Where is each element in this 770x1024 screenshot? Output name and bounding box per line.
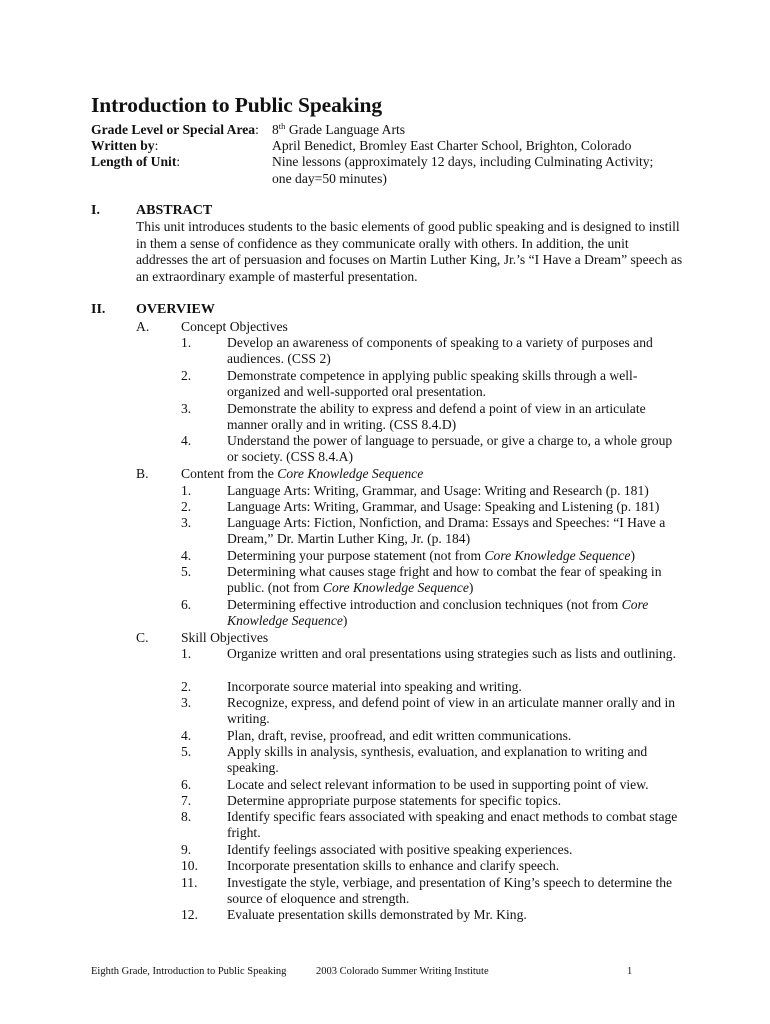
page-number: 1 xyxy=(627,966,633,977)
list-item-number: 2. xyxy=(181,499,192,514)
list-item-number: 6. xyxy=(181,597,192,612)
subsection-title-concept-objectives: Concept Objectives xyxy=(181,319,288,334)
list-item: Develop an awareness of components of speaking to a variety of purposes and audiences. (CSS 2) xyxy=(227,335,653,367)
list-item: Locate and select relevant information to be used in supporting point of view. xyxy=(227,777,649,792)
list-item: Incorporate presentation skills to enhance and clarify speech. xyxy=(227,858,560,873)
subsection-letter: C. xyxy=(136,630,149,645)
abstract-paragraph: This unit introduces students to the basic elements of good public speaking and is designed to instill in them a sense of confidence as they communicate orally with others. In addition, the unit addresses the art of persuasion and focuses on Martin Luther King, Jr.’s “I Have a Dream” speech as an extraordinary example of masterful presentation. xyxy=(136,219,683,284)
footer-left: Eighth Grade, Introduction to Public Speaking xyxy=(91,966,287,977)
list-item-number: 12. xyxy=(181,907,198,922)
list-item: Demonstrate the ability to express and defend a point of view in an articulate manner orally and in writing. (CSS 8.4.D) xyxy=(227,401,646,433)
list-item-number: 2. xyxy=(181,368,192,383)
list-item: Determining effective introduction and conclusion techniques (not from Core Knowledge Sequence) xyxy=(227,597,649,629)
list-item-number: 1. xyxy=(181,646,192,661)
section-heading-abstract: ABSTRACT xyxy=(136,203,213,218)
meta-value: April Benedict, Bromley East Charter School, Brighton, Colorado xyxy=(272,138,632,153)
list-item: Organize written and oral presentations using strategies such as lists and outlining. xyxy=(227,646,677,661)
subsection-letter: A. xyxy=(136,319,150,334)
subsection-title-skill-objectives: Skill Objectives xyxy=(181,630,269,645)
list-item-number: 8. xyxy=(181,809,192,824)
footer-center: 2003 Colorado Summer Writing Institute xyxy=(316,966,489,977)
document-title: Introduction to Public Speaking xyxy=(91,93,383,117)
subsection-title-content: Content from the Core Knowledge Sequence xyxy=(181,466,424,481)
list-item-number: 9. xyxy=(181,842,192,857)
section-number: II. xyxy=(91,302,106,317)
list-item: Language Arts: Writing, Grammar, and Usage: Speaking and Listening (p. 181) xyxy=(227,499,660,514)
list-item-number: 7. xyxy=(181,793,192,808)
list-item: Determining what causes stage fright and how to combat the fear of speaking in public. (not from Core Knowledge Sequence) xyxy=(227,564,662,596)
list-item-number: 1. xyxy=(181,335,192,350)
list-item-number: 6. xyxy=(181,777,192,792)
list-item: Understand the power of language to persuade, or give a charge to, a whole group or society. (CSS 8.4.A) xyxy=(227,433,673,465)
list-item-number: 3. xyxy=(181,695,192,710)
section-heading-overview: OVERVIEW xyxy=(136,302,215,317)
list-item: Identify specific fears associated with speaking and enact methods to combat stage fright. xyxy=(227,809,678,841)
list-item-number: 4. xyxy=(181,728,192,743)
subsection-letter: B. xyxy=(136,466,149,481)
list-item-number: 4. xyxy=(181,548,192,563)
list-item: Apply skills in analysis, synthesis, evaluation, and explanation to writing and speaking. xyxy=(227,744,648,776)
list-item-number: 1. xyxy=(181,483,192,498)
list-item: Determining your purpose statement (not from Core Knowledge Sequence) xyxy=(227,548,635,563)
meta-value: 8th Grade Language Arts xyxy=(272,121,406,137)
list-item-number: 5. xyxy=(181,564,192,579)
list-item: Investigate the style, verbiage, and presentation of King’s speech to determine the source of eloquence and strength. xyxy=(227,875,673,907)
list-item: Evaluate presentation skills demonstrated by Mr. King. xyxy=(227,907,527,922)
meta-label: Length of Unit xyxy=(91,154,177,169)
meta-label: Written by xyxy=(91,138,155,153)
list-item: Language Arts: Fiction, Nonfiction, and Drama: Essays and Speeches: “I Have a Dream,” Dr. Martin Luther King, Jr. (p. 184) xyxy=(227,515,666,547)
list-item: Identify feelings associated with positive speaking experiences. xyxy=(227,842,573,857)
meta-value: Nine lessons (approximately 12 days, including Culminating Activity; one day=50 minutes) xyxy=(272,154,654,186)
list-item-number: 11. xyxy=(181,875,198,890)
list-item-number: 5. xyxy=(181,744,192,759)
list-item-number: 4. xyxy=(181,433,192,448)
list-item: Recognize, express, and defend point of view in an articulate manner orally and in writing. xyxy=(227,695,676,727)
list-item: Incorporate source material into speaking and writing. xyxy=(227,679,522,694)
section-number: I. xyxy=(91,203,100,218)
list-item: Plan, draft, revise, proofread, and edit written communications. xyxy=(227,728,572,743)
list-item-number: 3. xyxy=(181,401,192,416)
list-item-number: 3. xyxy=(181,515,192,530)
list-item: Determine appropriate purpose statements for specific topics. xyxy=(227,793,562,808)
meta-label: Grade Level or Special Area xyxy=(91,122,256,137)
list-item: Language Arts: Writing, Grammar, and Usage: Writing and Research (p. 181) xyxy=(227,483,649,498)
list-item: Demonstrate competence in applying public speaking skills through a well-organized and well-supported oral presentation. xyxy=(227,368,638,400)
list-item-number: 10. xyxy=(181,858,198,873)
document-page: Introduction to Public Speaking Grade Level or Special Area: 8th Grade Language Arts Written by: April Benedict, Bromley East Charter School, Brighton, Colorado Length of Unit: Nine lessons (approximately 12 days, including Culminating Activity; one day=50 minutes) I. ABSTRACT This unit introduces students to the basic elements of good public speaking and is designed to instill in them a sense of confidence as they communicate orally with others. In addition, the unit addresses the art of persuasion and focuses on Martin Luther King, Jr.’s “I Have a Dream” speech as an extraordinary example of masterful presentation. II. OVERVIEW A. Concept Objectives 1. Develop an awareness of components of speaking to a variety of purposes and audiences. (CSS 2) 2. Demonstrate competence in applying public speaking skills through a well-organized and well-supported oral presentation. 3. Demonstrate the ability to express and defend a point of view in an articulate manner orally and in writing. (CSS 8.4.D) 4. Understand the power of language to persuade, or give a charge to, a whole group or society. (CSS 8.4.A) B. Content from the Core Knowledge Sequence 1. Language Arts: Writing, Grammar, and Usage: Writing and Research (p. 181) 2. Language Arts: Writing, Grammar, and Usage: Speaking and Listening (p. 181) 3. Language Arts: Fiction, Nonfiction, and Drama: Essays and Speeches: “I Have a Dream,” Dr. Martin Luther King, Jr. (p. 184) 4. Determining your purpose statement (not from Core Knowledge Sequence) 5. Determining what causes stage fright and how to combat the fear of speaking in public. (not from Core Knowledge Sequence) 6. Determining effective introduction and conclusion techniques (not from Core Knowledge Sequence) C. Skill Objectives 1. Organize written and oral presentations using strategies such as lists and outlining. 2. Incorporate source material into speaking and writing. 3. Recognize, express, and defend point of view in an articulate manner orally and in writing. 4. Plan, draft, revise, proofread, and edit written communications. 5. Apply skills in analysis, synthesis, evaluation, and explanation to writing and speaking. 6. Locate and select relevant information to be used in supporting point of view. 7. Determine appropriate purpose statements for specific topics. 8. Identify specific fears associated with speaking and enact methods to combat stage fright. 9. Identify feelings associated with positive speaking experiences. 10. Incorporate presentation skills to enhance and clarify speech. 11. Investigate the style, verbiage, and presentation of King’s speech to determine the source of eloquence and strength. 12. Evaluate presentation skills demonstrated by Mr. King. Eighth Grade, Introduction to Public Speaking 2003 Colorado Summer Writing Institute 1 xyxy=(0,0,770,1024)
list-item-number: 2. xyxy=(181,679,192,694)
